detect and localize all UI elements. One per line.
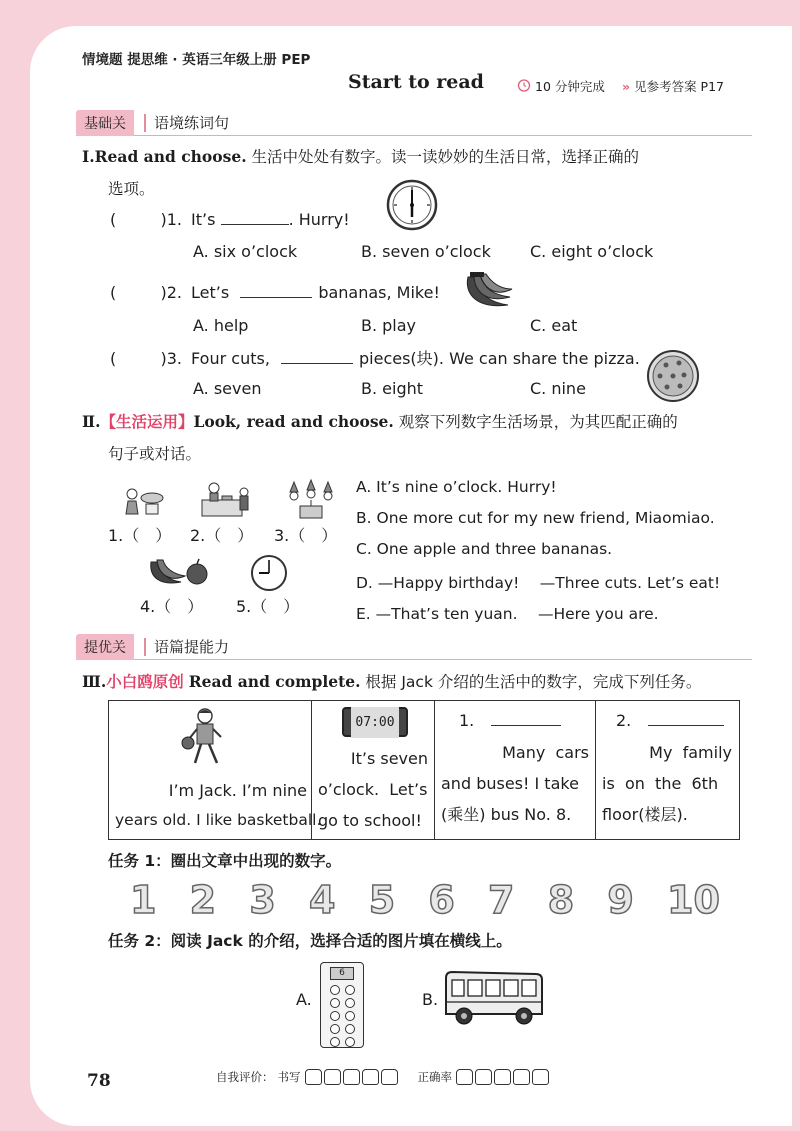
thumbs-up-icon[interactable] <box>475 1069 492 1085</box>
item-text-before: Four cuts, <box>191 349 270 368</box>
item-number: 1. <box>166 210 182 229</box>
task-1: 任务 1：圈出文章中出现的数字。 <box>108 852 342 870</box>
clock-nine-scene-icon <box>250 554 288 592</box>
task-2: 任务 2：阅读 Jack 的介绍，选择合适的图片填在横线上。 <box>108 932 512 950</box>
answer-slot-5[interactable]: 5.（ ） <box>236 597 300 616</box>
digit-7[interactable]: 7 <box>488 878 515 922</box>
wall-clock-icon <box>386 179 438 231</box>
pizza-cutting-scene-icon <box>122 484 166 520</box>
story-table <box>108 700 740 840</box>
cell-text: I’m Jack. I’m nine <box>168 781 307 800</box>
section-separator <box>144 114 146 132</box>
cell-number <box>616 705 724 736</box>
elevator-button-icon <box>330 998 340 1008</box>
answer-slot-2[interactable]: 2.（ ） <box>190 526 254 545</box>
answer-paren-close: ) <box>160 210 167 229</box>
question-1-title <box>82 144 639 170</box>
item-text-before: It’s <box>191 210 216 229</box>
option[interactable]: C. nine <box>530 379 586 398</box>
option[interactable]: B. eight <box>361 379 424 398</box>
fill-blank[interactable] <box>221 210 289 225</box>
elevator-button-icon <box>330 1024 340 1034</box>
section-tag: 基础关 <box>76 110 134 136</box>
answer-slot-3[interactable]: 3.（ ） <box>274 526 338 545</box>
time-text: 10 分钟完成 <box>535 79 605 94</box>
cell-text: floor(楼层). <box>602 805 688 824</box>
shop-scene-icon <box>200 480 252 520</box>
item-3 <box>110 346 640 369</box>
digit-8[interactable]: 8 <box>547 878 575 922</box>
page-title: Start to read <box>348 71 484 93</box>
item-text-after: . Hurry! <box>288 210 350 229</box>
elevator-button-icon <box>330 1037 340 1047</box>
worksheet-page <box>30 26 792 1126</box>
answer-paren-open: ( <box>110 210 117 229</box>
question-instruction: 观察下列数字生活场景，为其匹配正确的 <box>398 413 678 431</box>
option-b-label[interactable]: B. <box>422 990 439 1009</box>
cell-text: o’clock. Let’s <box>318 780 428 799</box>
bananas-icon <box>462 271 514 313</box>
option[interactable]: A. seven <box>193 379 262 398</box>
cell-text: and buses! I take <box>441 774 579 793</box>
question-tag: 【生活运用】 <box>100 413 194 431</box>
answer-reference <box>622 77 724 95</box>
story-cell-2 <box>312 701 435 839</box>
cell-text: is on the 6th <box>602 774 719 793</box>
elevator-button-icon <box>330 985 340 995</box>
question-title-en: Read and choose. <box>94 147 247 166</box>
blank-number: 2. <box>616 711 632 730</box>
series-title: 情境题 提思维 · 英语三年级上册 PEP <box>82 52 311 68</box>
story-cell-3 <box>435 701 596 839</box>
option[interactable]: C. eight o’clock <box>530 242 654 261</box>
fill-blank[interactable] <box>491 711 561 726</box>
digit-10[interactable]: 10 <box>667 878 720 922</box>
fill-blank[interactable] <box>281 349 353 364</box>
writing-label: 书写 <box>277 1070 301 1084</box>
item-number: 3. <box>166 349 182 368</box>
digit-2[interactable]: 2 <box>189 878 217 922</box>
self-eval-label: 自我评价： <box>216 1070 274 1084</box>
digit-6[interactable]: 6 <box>428 878 455 922</box>
elevator-button-icon <box>330 1011 340 1021</box>
choice-c[interactable]: C. One apple and three bananas. <box>356 540 613 558</box>
boy-basketball-icon <box>181 707 227 771</box>
option[interactable]: A. help <box>193 316 249 335</box>
option[interactable]: C. eat <box>530 316 578 335</box>
page-number: 78 <box>87 1071 111 1091</box>
cell-text: My family <box>649 743 732 762</box>
thumbs-up-icon[interactable] <box>456 1069 473 1085</box>
cell-text: go to school! <box>318 811 422 830</box>
cell-text: It’s seven <box>350 749 428 768</box>
self-evaluation <box>216 1069 551 1085</box>
section-tag: 提优关 <box>76 634 134 660</box>
cell-text: Many cars <box>502 743 589 762</box>
answer-slot-1[interactable]: 1.（ ） <box>108 526 172 545</box>
answer-slot-4[interactable]: 4.（ ） <box>140 597 204 616</box>
clock-icon <box>517 78 531 95</box>
question-3-title <box>82 669 701 695</box>
item-text-after: bananas, Mike! <box>318 283 440 302</box>
cell-text: years old. I like basketball. <box>115 811 322 829</box>
section-name: 语篇提能力 <box>154 638 230 656</box>
item-text-after: pieces(块). We can share the pizza. <box>359 349 640 368</box>
fill-blank[interactable] <box>240 283 312 298</box>
thumbs-up-icon[interactable] <box>343 1069 360 1085</box>
item-text-before: Let’s <box>191 283 230 302</box>
question-instruction: 生活中处处有数字。读一读妙妙的生活日常，选择正确的 <box>251 148 640 166</box>
elevator-floor-display: 6 <box>330 967 354 980</box>
thumbs-up-icon[interactable] <box>362 1069 379 1085</box>
section-basic <box>76 110 752 136</box>
question-2-instruction-cont: 句子或对话。 <box>108 445 202 463</box>
elevator-button-icon <box>345 998 355 1008</box>
option-a-label[interactable]: A. <box>296 990 312 1009</box>
story-cell-4 <box>596 701 738 839</box>
elevator-button-icon <box>345 985 355 995</box>
elevator-button-icon <box>345 1037 355 1047</box>
answer-reference-text: 见参考答案 P17 <box>634 79 724 94</box>
question-tag: 小白鸥原创 <box>106 673 184 691</box>
question-title-en: Look, read and choose. <box>193 412 394 431</box>
cell-text: (乘坐) bus No. 8. <box>441 805 572 824</box>
elevator-panel-icon[interactable] <box>320 962 364 1048</box>
digit-5[interactable]: 5 <box>368 878 396 922</box>
choice-e[interactable]: E. —That’s ten yuan. —Here you are. <box>356 605 659 623</box>
story-cell-1 <box>109 701 322 839</box>
digit-3[interactable]: 3 <box>249 878 276 922</box>
choice-b[interactable]: B. One more cut for my new friend, Miaomiao. <box>356 509 715 527</box>
accuracy-label: 正确率 <box>417 1070 452 1084</box>
digit-9[interactable]: 9 <box>607 878 634 922</box>
thumbs-up-icon[interactable] <box>324 1069 341 1085</box>
cell-number <box>459 705 561 736</box>
double-chevron-icon: » <box>622 79 631 94</box>
digit-4[interactable]: 4 <box>309 878 336 922</box>
bus-icon[interactable] <box>440 968 546 1028</box>
thumbs-up-icon[interactable] <box>494 1069 511 1085</box>
thumbs-up-icon[interactable] <box>305 1069 322 1085</box>
section-name: 语境练词句 <box>154 114 230 132</box>
question-number: Ⅱ. <box>82 412 101 431</box>
writing-rating[interactable] <box>305 1069 400 1085</box>
elevator-button-icon <box>345 1024 355 1034</box>
option[interactable]: B. seven o’clock <box>361 242 491 261</box>
item-1 <box>110 210 350 229</box>
thumbs-up-icon[interactable] <box>381 1069 398 1085</box>
section-separator <box>144 638 146 656</box>
thumbs-up-icon[interactable] <box>532 1069 549 1085</box>
pizza-icon <box>646 349 700 403</box>
choice-d[interactable]: D. —Happy birthday! —Three cuts. Let’s eat! <box>356 574 721 592</box>
question-instruction: 根据 Jack 介绍的生活中的数字，完成下列任务。 <box>365 673 702 691</box>
digital-clock-display: 07:00 <box>351 707 398 738</box>
elevator-button-icon <box>345 1011 355 1021</box>
elevator-buttons <box>321 985 363 1047</box>
answer-paren-open: ( <box>110 349 117 368</box>
question-2-title <box>82 409 678 435</box>
blank-number: 1. <box>459 711 475 730</box>
question-title-en: Read and complete. <box>188 672 361 691</box>
question-number: Ⅰ. <box>82 147 95 166</box>
thumbs-up-icon[interactable] <box>513 1069 530 1085</box>
item-2 <box>110 283 440 302</box>
option[interactable]: B. play <box>361 316 417 335</box>
digits-row <box>130 878 720 922</box>
answer-paren-open: ( <box>110 283 117 302</box>
answer-paren-close: ) <box>160 349 167 368</box>
accuracy-rating[interactable] <box>456 1069 551 1085</box>
digital-clock-icon <box>342 707 408 737</box>
answer-paren-close: ) <box>160 283 167 302</box>
birthday-scene-icon <box>286 478 336 522</box>
choice-a[interactable]: A. It’s nine o’clock. Hurry! <box>356 478 557 496</box>
fruit-scene-icon <box>147 556 209 588</box>
item-number: 2. <box>166 283 182 302</box>
question-number: Ⅲ. <box>82 672 107 691</box>
option[interactable]: A. six o’clock <box>193 242 298 261</box>
digit-1[interactable]: 1 <box>130 878 157 922</box>
fill-blank[interactable] <box>648 711 724 726</box>
section-advanced <box>76 634 752 660</box>
time-indicator <box>517 77 605 95</box>
question-1-instruction-cont: 选项。 <box>108 180 155 198</box>
